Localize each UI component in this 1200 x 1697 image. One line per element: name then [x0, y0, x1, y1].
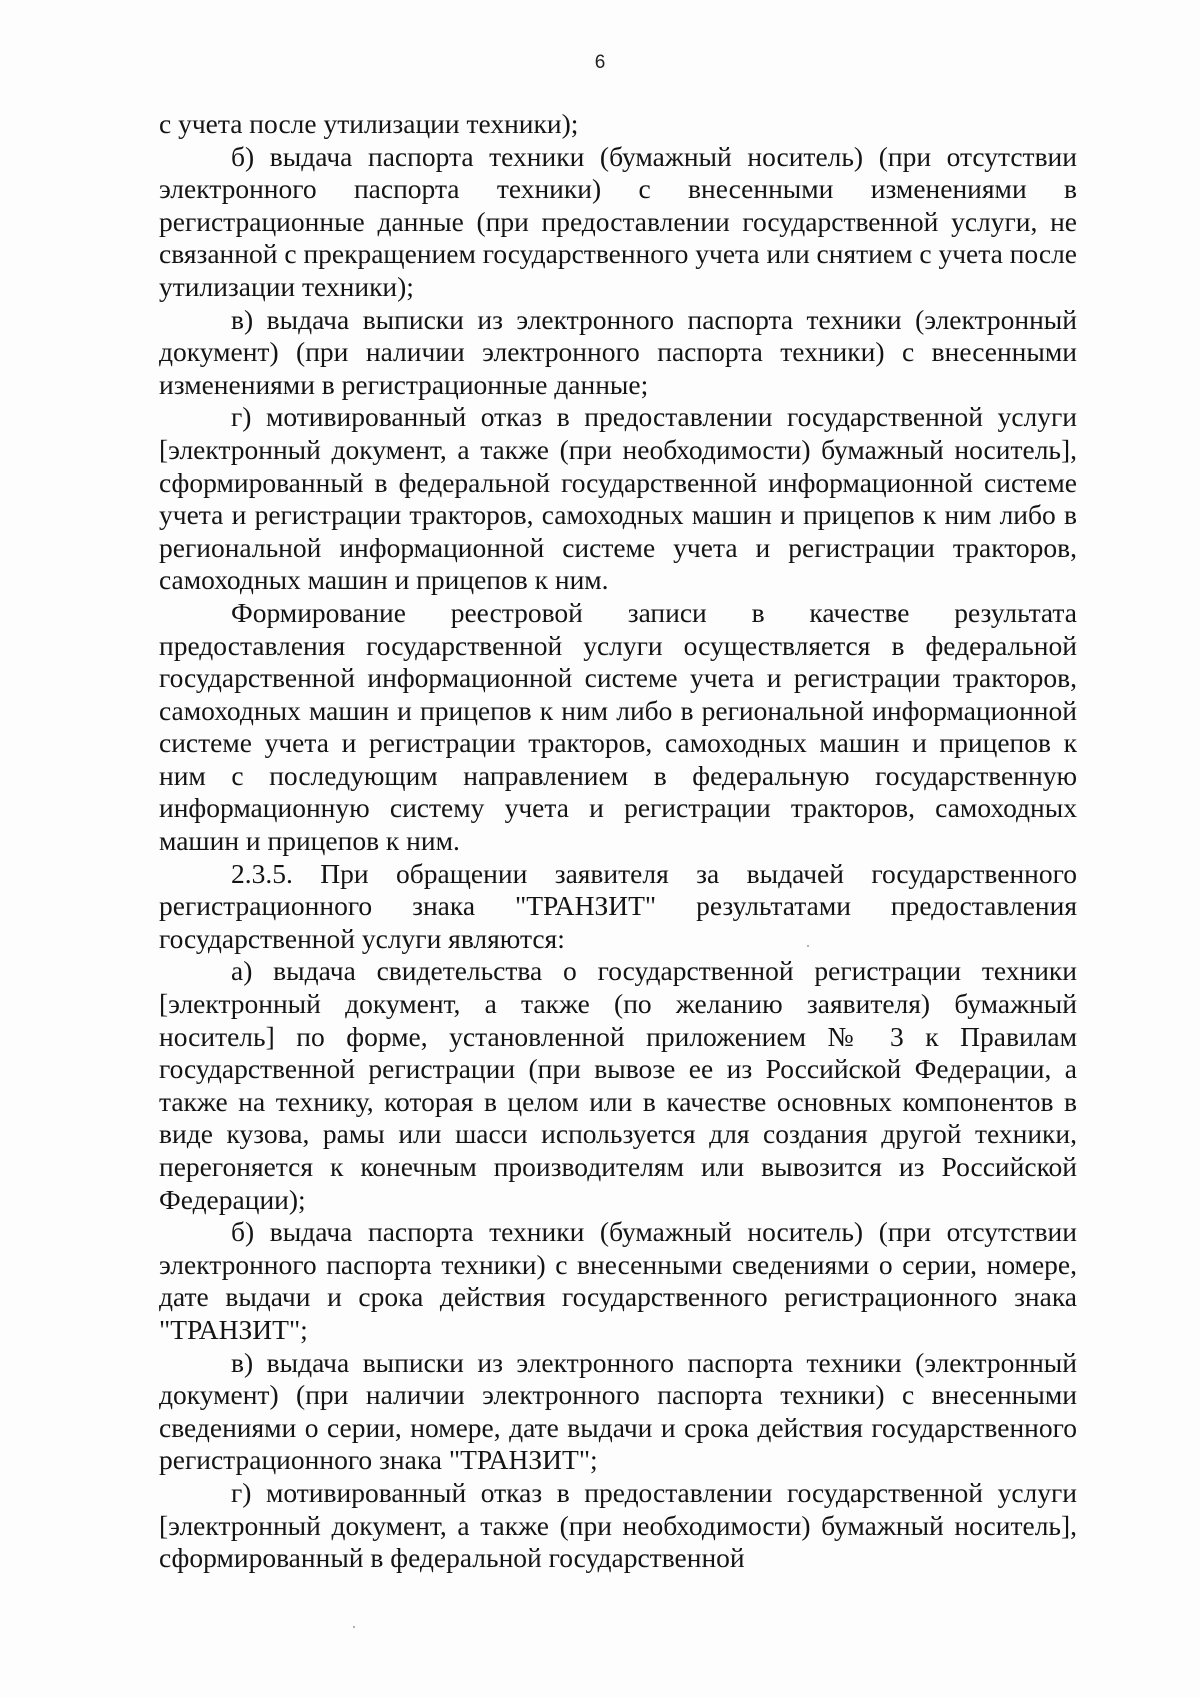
- paragraph-item-b: б) выдача паспорта техники (бумажный носитель) (при отсутствии электронного паспорта техники) с внесенными изменениями в регистрационные данные (при предоставлении государственной услуги, не связанной с прекращением государственного учета или снятием с учета после утилизации техники);: [159, 140, 1077, 302]
- paragraph-item-b-transit: б) выдача паспорта техники (бумажный носитель) (при отсутствии электронного паспорта техники) с внесенными сведениями о серии, номере, дате выдачи и срока действия государственного регистрационного знака "ТРАНЗИТ";: [159, 1216, 1077, 1345]
- paragraph-item-v: в) выдача выписки из электронного паспорта техники (электронный документ) (при наличии электронного паспорта техники) с внесенными изменениями в регистрационные данные;: [159, 303, 1077, 400]
- paragraph-item-a: а) выдача свидетельства о государственной регистрации техники [электронный документ, а также (по желанию заявителя) бумажный носитель] по форме, установленной приложением № 3 к Правилам государственной регистрации (при вывозе ее из Российской Федерации, а также на технику, которая в целом или в качестве основных компонентов в виде кузова, рамы или шасси используется для создания другой техники, перегоняется к конечным производителям или вывозится из Российской Федерации);: [159, 955, 1077, 1215]
- scan-speck: [353, 1626, 355, 1628]
- paragraph-item-g: г) мотивированный отказ в предоставлении государственной услуги [электронный документ, а также (при необходимости) бумажный носитель], сформированный в федеральной государственной информационной системе учета и регистрации тракторов, самоходных машин и прицепов к ним либо в региональной информационной системе учета и регистрации тракторов, самоходных машин и прицепов к ним.: [159, 401, 1077, 596]
- page-number: 6: [594, 52, 606, 73]
- paragraph-item-g-transit: г) мотивированный отказ в предоставлении государственной услуги [электронный документ, а также (при необходимости) бумажный носитель], сформированный в федеральной государственной: [159, 1476, 1077, 1574]
- paragraph-registry-record: Формирование реестровой записи в качестве результата предоставления государственной услуги осуществляется в федеральной государственной информационной системе учета и регистрации тракторов, самоходных машин и прицепов к ним либо в региональной информационной системе учета и регистрации тракторов, самоходных машин и прицепов к ним с последующим направлением в федеральную государственную информационную систему учета и регистрации тракторов, самоходных машин и прицепов к ним.: [159, 596, 1077, 857]
- paragraph-item-v-transit: в) выдача выписки из электронного паспорта техники (электронный документ) (при наличии электронного паспорта техники) с внесенными сведениями о серии, номере, дате выдачи и срока действия государственного регистрационного знака "ТРАНЗИТ";: [159, 1346, 1077, 1476]
- paragraph-continuation: с учета после утилизации техники);: [159, 108, 579, 139]
- paragraph-section-2-3-5: 2.3.5. При обращении заявителя за выдачей государственного регистрационного знака "ТРАНЗИТ" результатами предоставления государственной услуги являются:: [159, 857, 1077, 954]
- scan-speck: [807, 945, 809, 947]
- document-body: [159, 108, 1077, 1575]
